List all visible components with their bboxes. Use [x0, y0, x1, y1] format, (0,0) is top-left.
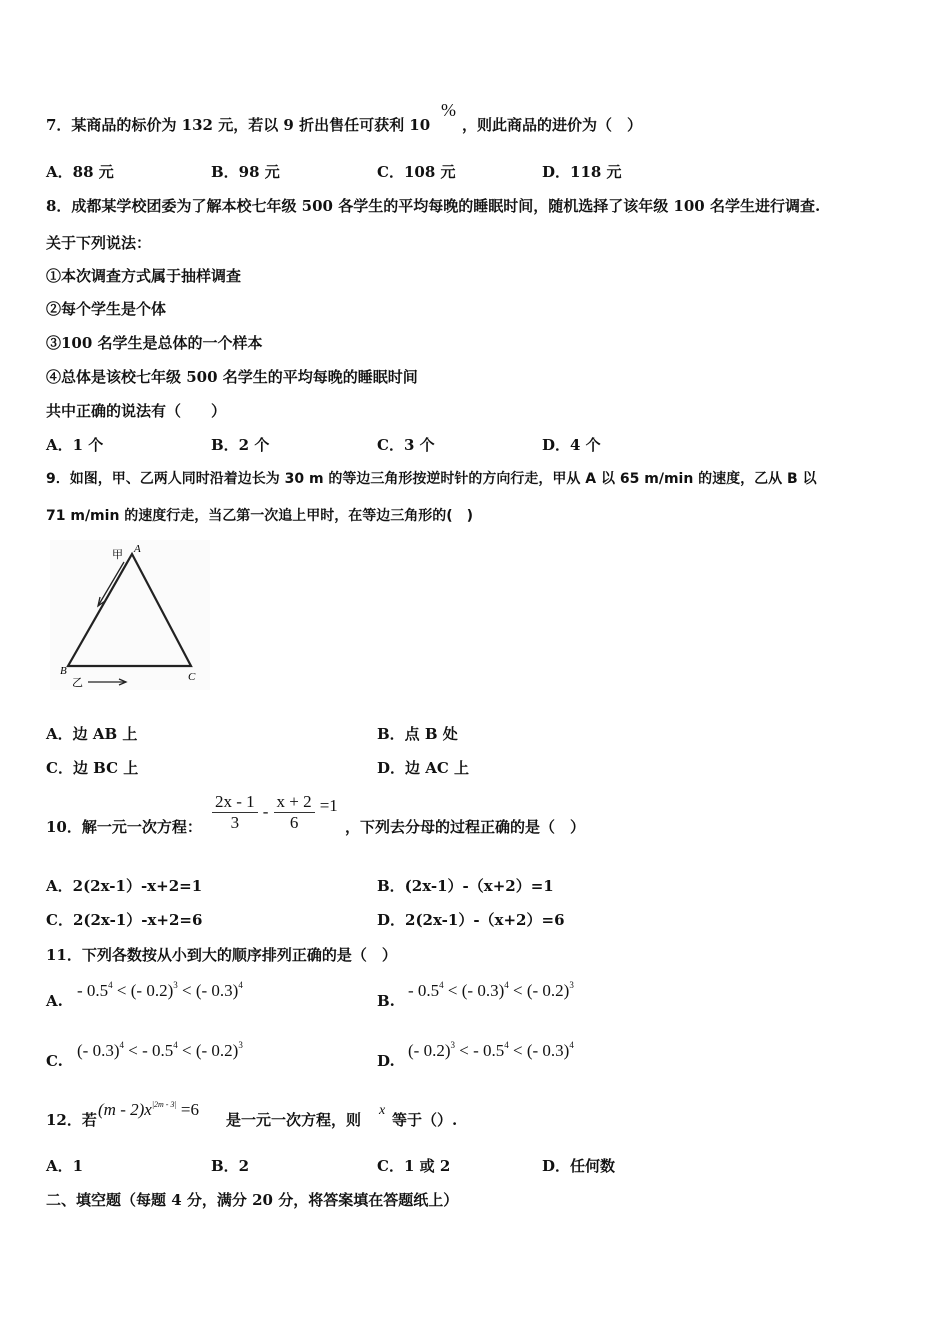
q10-fraction-2 [274, 792, 315, 833]
q11-a-term1: - 0.5 [77, 981, 109, 1000]
q10-fraction-1-numerator: 2x - 1 [212, 792, 258, 813]
q12-expr-exponent: |2m - 3| [151, 1100, 177, 1109]
q7-option-d: D．118 元 [542, 163, 622, 181]
q11-b-exp1: 4 [439, 980, 444, 990]
q11-a-exp3: 4 [238, 980, 243, 990]
q11-b-term2: < (- 0.3) [443, 981, 505, 1000]
q7-stem [46, 115, 430, 135]
q11-option-a-label: A. [46, 992, 63, 1010]
q11-option-b-expr [408, 980, 574, 1001]
q10-equals: =1 [319, 796, 338, 815]
vertex-c-label: C [188, 671, 196, 683]
q11-d-term1: (- 0.2) [408, 1041, 451, 1060]
q9-stem-line1: 9．如图，甲、乙两人同时沿着边长为 30 m 的等边三角形按逆时针的方向行走，甲从 A 以 65 m/min 的速度，乙从 B 以 [46, 471, 817, 487]
q11-option-d-label: D. [377, 1052, 395, 1070]
q8-item-1: ①本次调查方式属于抽样调查 [46, 267, 242, 285]
q8-item-3: ③100 名学生是总体的一个样本 [46, 334, 263, 352]
q11-option-b-label: B. [377, 992, 395, 1010]
q10-option-b: B．(2x-1）-（x+2）=1 [377, 877, 554, 895]
q12-stem-mid: 是一元一次方程，则 [226, 1111, 362, 1129]
q12-variable-x: x [379, 1103, 386, 1118]
q11-stem: 11．下列各数按从小到大的顺序排列正确的是（ ） [46, 946, 397, 964]
q8-option-a: A．1 个 [46, 436, 104, 454]
q7-stem-text: 7．某商品的标价为 132 元，若以 9 折出售任可获利 10 [46, 116, 431, 134]
q11-d-exp1: 3 [450, 1040, 455, 1050]
triangle-diagram [50, 540, 210, 690]
q10-fraction-2-numerator: x + 2 [274, 792, 315, 813]
q9-option-c: C．边 BC 上 [46, 759, 139, 777]
q8-option-b: B．2 个 [211, 436, 270, 454]
equilateral-triangle [68, 554, 191, 666]
q7-option-b: B．98 元 [211, 163, 280, 181]
q12-expression [98, 1100, 199, 1120]
q8-option-c: C．3 个 [377, 436, 435, 454]
q10-fraction-1-denominator: 3 [230, 813, 240, 832]
yi-label: 乙 [72, 677, 83, 689]
q12-option-c: C．1 或 2 [377, 1157, 451, 1175]
q11-a-term3: < (- 0.3) [177, 981, 239, 1000]
q9-option-b: B．点 B 处 [377, 725, 458, 743]
vertex-a-label: A [134, 543, 141, 555]
q9-option-a: A．边 AB 上 [46, 725, 138, 743]
q11-b-term3: < (- 0.2) [508, 981, 570, 1000]
q11-option-d-expr [408, 1040, 574, 1061]
q12-option-a: A．1 [46, 1157, 84, 1175]
section-2-title: 二、填空题（每题 4 分，满分 20 分，将答案填在答题纸上） [46, 1191, 459, 1209]
q7-option-a: A．88 元 [46, 163, 114, 181]
q9-option-d: D．边 AC 上 [377, 759, 470, 777]
q11-b-exp2: 4 [504, 980, 509, 990]
q11-d-exp2: 4 [504, 1040, 509, 1050]
q11-a-exp2: 3 [173, 980, 178, 990]
q9-triangle-figure [50, 540, 210, 690]
q12-expr-equals: =6 [176, 1100, 199, 1119]
q8-option-d: D．4 个 [542, 436, 601, 454]
q11-option-c-expr [77, 1040, 243, 1061]
q8-item-2: ②每个学生是个体 [46, 300, 167, 318]
q11-a-exp1: 4 [108, 980, 113, 990]
q11-option-a-expr [77, 980, 243, 1001]
q9-stem-line2: 71 m/min 的速度行走，当乙第一次追上甲时，在等边三角形的( ) [46, 508, 474, 524]
q11-a-term2: < (- 0.2) [112, 981, 174, 1000]
q7-stem-tail: ，则此商品的进价为（ ） [462, 116, 643, 134]
q11-d-term2: < - 0.5 [454, 1041, 505, 1060]
q11-c-exp2: 4 [173, 1040, 178, 1050]
q8-stem: 8．成都某学校团委为了解本校七年级 500 各学生的平均每晚的睡眠时间，随机选择了该年级 100 名学生进行调查. [46, 197, 821, 215]
q10-minus: - [262, 802, 269, 821]
q8-question: 共中正确的说法有（ ） [46, 402, 227, 420]
vertex-b-label: B [60, 665, 67, 677]
q10-option-d: D．2(2x-1）-（x+2）=6 [377, 911, 565, 929]
q11-b-exp3: 3 [569, 980, 574, 990]
q12-option-b: B．2 [211, 1157, 250, 1175]
jia-label: 甲 [112, 549, 123, 561]
q11-b-term1: - 0.5 [408, 981, 440, 1000]
q10-fraction-1 [212, 792, 258, 833]
q12-stem-tail: 等于（）. [392, 1111, 458, 1129]
q8-intro: 关于下列说法： [46, 234, 152, 252]
q11-c-exp1: 4 [119, 1040, 124, 1050]
q11-c-term1: (- 0.3) [77, 1041, 120, 1060]
q10-stem: 10．解一元一次方程： [46, 818, 202, 836]
q11-c-term3: < (- 0.2) [177, 1041, 239, 1060]
q10-stem-tail: ，下列去分母的过程正确的是（ ） [345, 818, 586, 836]
q11-c-term2: < - 0.5 [123, 1041, 174, 1060]
q11-d-term3: < (- 0.3) [508, 1041, 570, 1060]
q7-option-c: C．108 元 [377, 163, 456, 181]
jia-direction-arrow [98, 562, 124, 606]
q10-fraction-2-denominator: 6 [289, 813, 299, 832]
q10-equation [212, 792, 338, 833]
q11-d-exp3: 4 [569, 1040, 574, 1050]
q8-item-4: ④总体是该校七年级 500 名学生的平均每晚的睡眠时间 [46, 368, 418, 386]
q7-percent: % [441, 100, 456, 120]
q11-option-c-label: C. [46, 1052, 63, 1070]
q10-option-c: C．2(2x-1）-x+2=6 [46, 911, 203, 929]
q12-expr-base: (m - 2)x [98, 1100, 152, 1119]
q12-stem: 12．若 [46, 1111, 97, 1129]
q11-c-exp3: 3 [238, 1040, 243, 1050]
q12-option-d: D．任何数 [542, 1157, 616, 1175]
q10-option-a: A．2(2x-1）-x+2=1 [46, 877, 203, 895]
